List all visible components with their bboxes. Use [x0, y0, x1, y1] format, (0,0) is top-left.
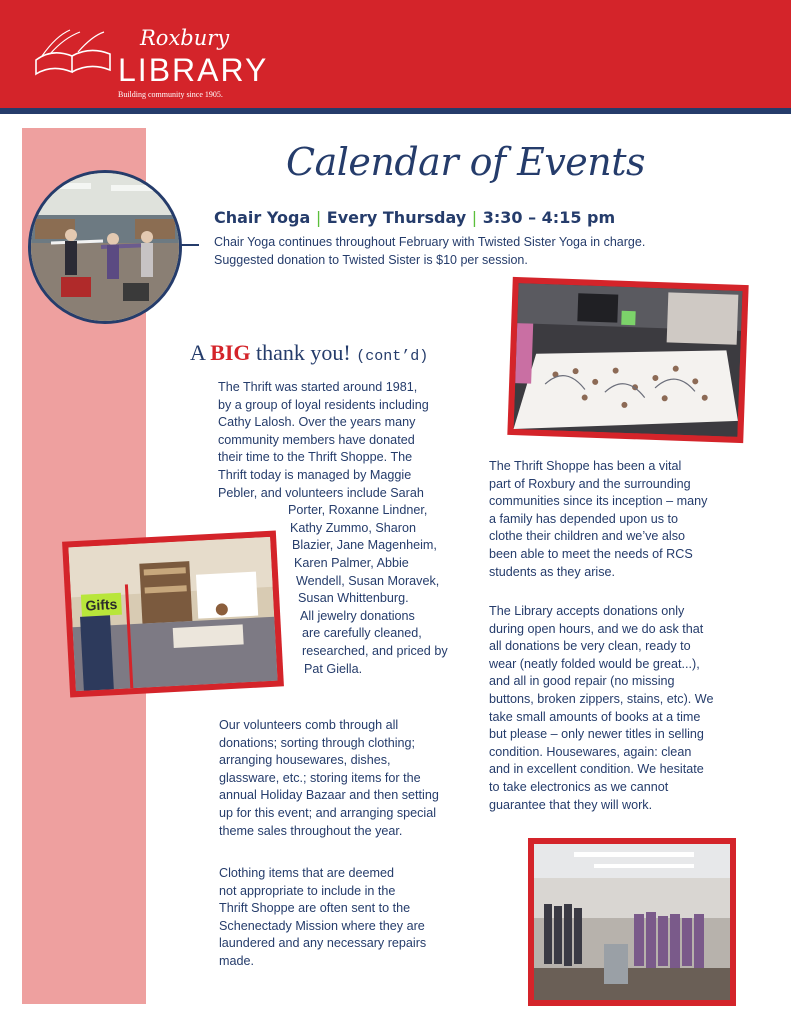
text-line: glassware, etc.; storing items for the — [219, 770, 421, 785]
event-name: Chair Yoga — [214, 208, 311, 227]
chair-yoga-photo — [28, 170, 182, 324]
logo-tagline: Building community since 1905. — [118, 90, 223, 99]
text-line: Thrift today is managed by Maggie — [218, 467, 412, 482]
thanks-continued: (cont’d) — [356, 348, 429, 365]
text-line: researched, and priced by — [302, 643, 448, 658]
text-line: wear (neatly folded would be great...), — [489, 656, 700, 671]
thanks-big: BIG — [210, 340, 251, 365]
text-line: Cathy Lalosh. Over the years many — [218, 415, 416, 430]
text-line: part of Roxbury and the surrounding — [489, 476, 691, 491]
text-line: and all in good repair (no missing — [489, 674, 675, 689]
text-line: made. — [219, 953, 255, 968]
text-line: buttons, broken zippers, stains, etc). We — [489, 691, 714, 706]
clothing-racks-photo — [528, 838, 736, 1006]
event-day: Every Thursday — [326, 208, 467, 227]
text-line: Susan Whittenburg. — [298, 591, 409, 606]
text-line: students as they arise. — [489, 564, 616, 579]
thanks-prefix: A — [190, 340, 205, 365]
text-line: Pat Giella. — [304, 661, 363, 676]
text-line: annual Holiday Bazaar and then setting — [219, 788, 439, 803]
text-line: Schenectady Mission where they are — [219, 918, 425, 933]
thrift-vital-paragraph — [489, 458, 707, 581]
text-line: Porter, Roxanne Lindner, — [288, 503, 428, 518]
text-line: all donations be very clean, ready to — [489, 639, 691, 654]
separator: | — [315, 208, 322, 227]
clothing-paragraph — [219, 865, 426, 971]
text-line: up for this event; and arranging special — [219, 805, 437, 820]
text-line: Pebler, and volunteers include Sarah — [218, 485, 424, 500]
text-line: their time to the Thrift Shoppe. The — [218, 450, 413, 465]
text-line: Wendell, Susan Moravek, — [296, 573, 440, 588]
text-line: by a group of loyal residents including — [218, 397, 429, 412]
volunteers-paragraph — [219, 717, 439, 840]
text-line: Our volunteers comb through all — [219, 718, 399, 732]
logo-script-text: Roxbury — [140, 26, 230, 50]
event-time: 3:30 – 4:15 pm — [482, 208, 616, 227]
connector-line — [181, 244, 199, 246]
text-line: a family has depended upon us to — [489, 511, 679, 526]
text-line: Chair Yoga continues throughout February with Twisted Sister Yoga in charge. — [214, 235, 646, 249]
thrift-history-paragraph — [218, 379, 448, 678]
text-line: take small amounts of books at a time — [489, 709, 701, 724]
text-line: not appropriate to include in the — [219, 883, 396, 898]
text-line: clothe their children and we’ve also — [489, 529, 686, 544]
text-line: arranging housewares, dishes, — [219, 753, 391, 768]
page-title: Calendar of Events — [286, 140, 646, 184]
text-line: The Library accepts donations only — [489, 604, 685, 618]
text-line: Karen Palmer, Abbie — [294, 555, 409, 570]
text-line: theme sales throughout the year. — [219, 823, 403, 838]
text-line: community members have donated — [218, 432, 415, 447]
text-line: communities since its inception – many — [489, 494, 708, 509]
text-line: and in excellent condition. We hesitate — [489, 762, 704, 777]
open-book-icon — [30, 26, 120, 76]
header-banner — [0, 0, 791, 108]
text-line: guarantee that they will work. — [489, 797, 653, 812]
logo-library-text: LIBRARY — [118, 52, 269, 88]
text-line: Blazier, Jane Magenheim, — [292, 538, 437, 553]
text-line: Suggested donation to Twisted Sister is $10 per session. — [214, 253, 528, 267]
text-line: Clothing items that are deemed — [219, 866, 395, 880]
text-line: to take electronics as we cannot — [489, 779, 669, 794]
text-line: laundered and any necessary repairs — [219, 936, 427, 951]
header-rule — [0, 108, 791, 114]
gifts-sign: Gifts — [85, 595, 118, 614]
text-line: The Thrift Shoppe has been a vital — [489, 459, 682, 473]
text-line: but please – only newer titles in selling — [489, 727, 704, 742]
jewelry-table-photo — [507, 277, 748, 443]
chair-yoga-description — [214, 233, 754, 269]
text-line: during open hours, and we do ask that — [489, 621, 704, 636]
text-line: The Thrift was started around 1981, — [218, 380, 418, 394]
chair-yoga-heading — [214, 208, 615, 227]
thank-you-heading — [190, 340, 428, 366]
text-line: been able to meet the needs of RCS — [489, 546, 693, 561]
text-line: condition. Housewares, again: clean — [489, 744, 692, 759]
text-line: All jewelry donations — [300, 608, 415, 623]
text-line: are carefully cleaned, — [302, 626, 422, 641]
text-line: donations; sorting through clothing; — [219, 735, 416, 750]
text-line: Kathy Zummo, Sharon — [290, 520, 416, 535]
thanks-suffix: thank you! — [256, 340, 351, 365]
separator: | — [471, 208, 478, 227]
donations-paragraph — [489, 603, 713, 814]
text-line: Thrift Shoppe are often sent to the — [219, 901, 411, 916]
